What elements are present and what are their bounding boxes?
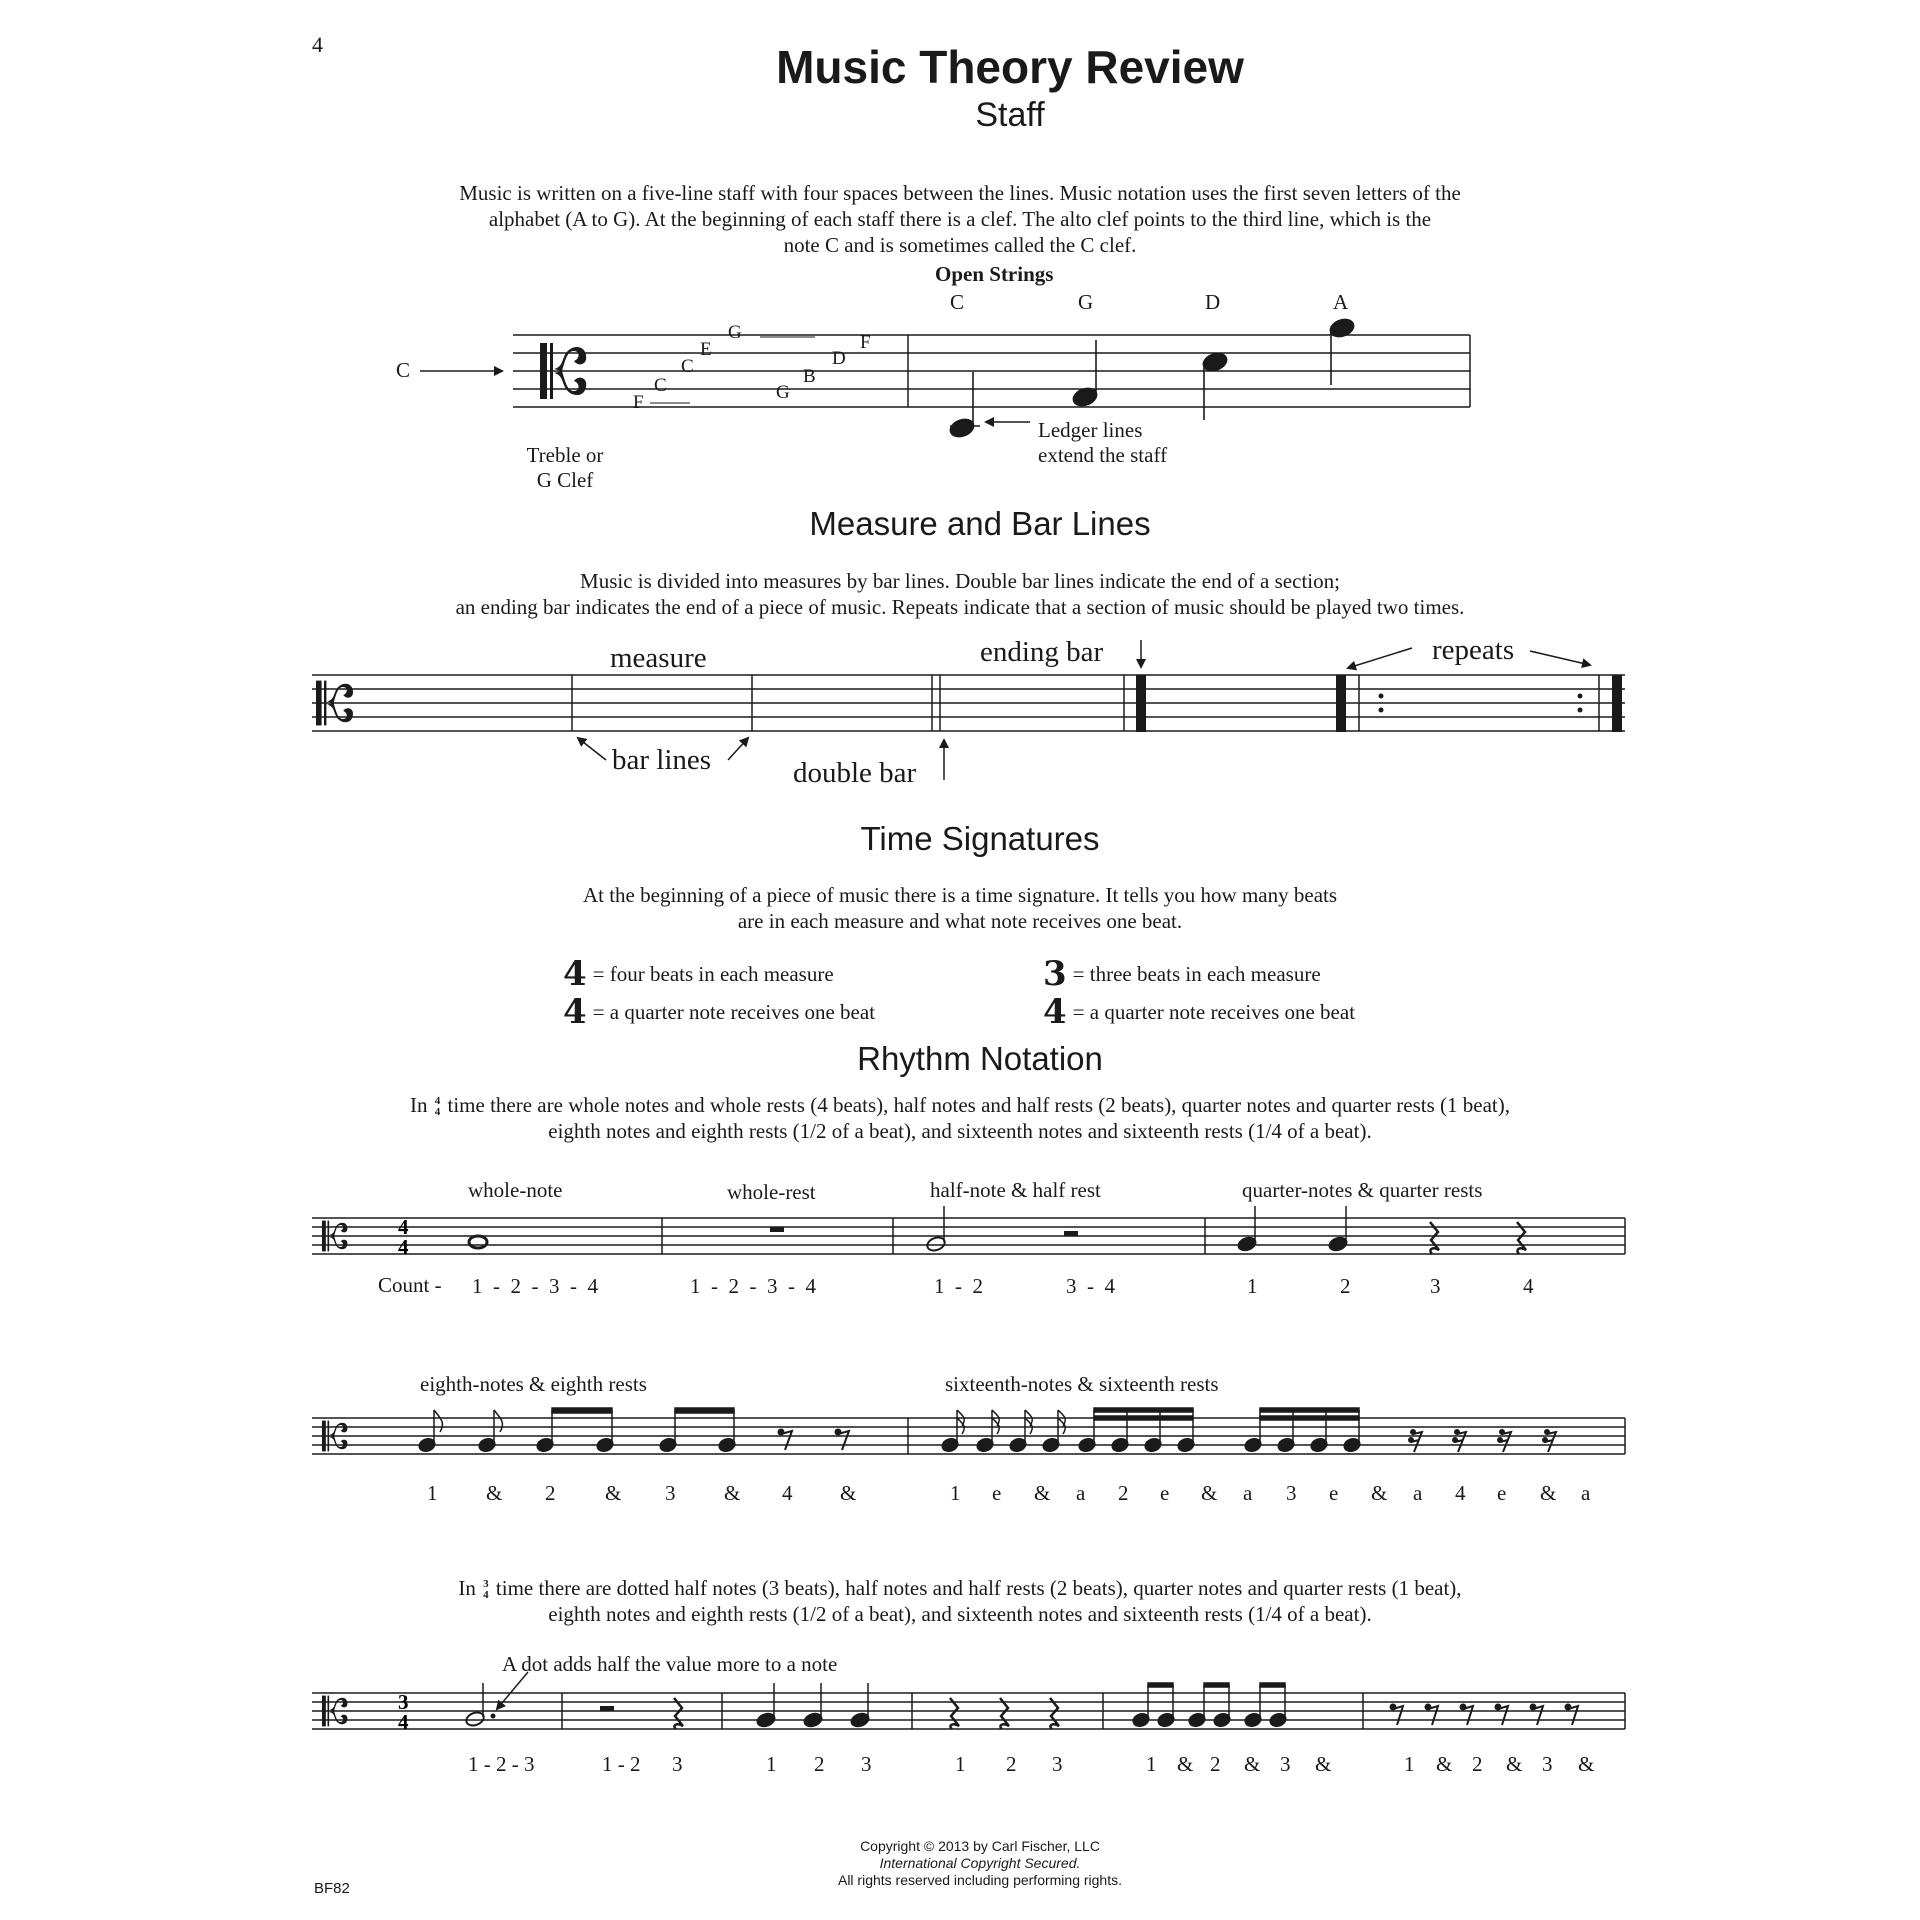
ts-top-number: 3 [1043,954,1067,994]
line-note-label: C [654,375,667,396]
count-label: 3 [1430,1274,1441,1298]
ts-bottom-text: = a quarter note receives one beat [592,999,876,1024]
bar-line-arrow-right [728,738,748,760]
staff-label: quarter-notes & quarter rests [1242,1178,1483,1202]
paragraph-line: At the beginning of a piece of music there is a time signature. It tells you how many beats [582,883,1338,907]
book-code: BF82 [314,1880,350,1897]
rhythm-34-paragraph [300,1575,1620,1627]
half-rest [600,1706,614,1711]
count-label: 1 - 2 [934,1274,983,1298]
measure-label: measure [610,642,707,674]
count-label: e [1329,1481,1339,1505]
ts-top-text: = four beats in each measure [592,961,834,986]
count-label: e [1497,1481,1507,1505]
count-label: & [1315,1752,1332,1776]
line-note-label: G [728,322,742,343]
whole-rest [770,1227,784,1232]
count-label: 2 [1472,1752,1483,1776]
rhythm-44-paragraph [290,1092,1630,1144]
open-string-a: A [1333,290,1349,314]
double-bar-label: double bar [793,757,917,789]
dot-caption: A dot adds half the value more to a note [502,1652,838,1676]
rhythm-staff-2 [312,1418,1625,1454]
count-label: a [1581,1481,1591,1505]
note-guide-lines [600,332,910,407]
measure-paragraph [300,568,1620,620]
clef-caption [500,443,630,493]
paragraph-line: Music is written on a five-line staff with four spaces between the lines. Music notation uses the first seven letters of the [459,181,1461,205]
ending-bar-label: ending bar [980,636,1104,668]
count-label: & [1371,1481,1388,1505]
time-signature-3-4 [1043,955,1355,1031]
count-label: 4 [1523,1274,1534,1298]
count-label: & [1034,1481,1051,1505]
count-label: & [1436,1752,1453,1776]
count-label: 1 [766,1752,777,1776]
ending-bar [1136,675,1146,732]
count-label: & [486,1481,503,1505]
repeat-start-bar [1336,675,1346,732]
count-label: 4 [1455,1481,1466,1505]
guide-lines [650,337,815,403]
staff-label: half-note & half rest [930,1178,1101,1202]
dot-arrow [497,1672,528,1709]
count-label: e [992,1481,1002,1505]
repeats-label: repeats [1432,634,1515,666]
para-lead: In [458,1576,476,1600]
time-signatures-paragraph [300,882,1620,934]
staff-label: eighth-notes & eighth rests [420,1372,647,1396]
eighth-notes [1131,1683,1287,1728]
count-label: a [1076,1481,1086,1505]
time-signature-bottom: 4 [398,1235,409,1259]
para-lead: In [410,1093,428,1117]
clef-caption-line: Treble or [526,443,604,467]
note-c [948,416,976,439]
paragraph-line: note C and is sometimes called the C clef. [783,233,1137,257]
count-label: 3 - 4 [1066,1274,1115,1298]
space-note-label: D [832,348,846,369]
copyright-block [760,1838,1200,1889]
paragraph-line: are in each measure and what note receives one beat. [737,909,1183,933]
rhythm-staff-1 [312,1218,1625,1254]
sixteenth-rests [1409,1430,1556,1452]
ts-bottom-number: 4 [563,992,587,1032]
count-label: 1 [1247,1274,1258,1298]
rhythm-heading: Rhythm Notation [857,1040,1103,1077]
bar-lines-label: bar lines [612,744,712,776]
staff-label: whole-note [468,1178,563,1202]
time-signature-bottom: 4 [398,1710,409,1734]
open-strings-label: Open Strings [935,262,1054,286]
count-label: & [1540,1481,1557,1505]
ts-bottom-text: = a quarter note receives one beat [1072,999,1356,1024]
count-label: 1 - 2 - 3 - 4 [472,1274,598,1298]
time-signature-top: 4 [398,1215,409,1239]
line-note-label: C [681,356,694,377]
page-title: Music Theory Review [776,41,1244,93]
count-label: 1 - 2 - 3 [468,1752,535,1776]
count-label: 1 - 2 [602,1752,641,1776]
count-label: & [1578,1752,1595,1776]
count-label: & [724,1481,741,1505]
count-label: 3 [1286,1481,1297,1505]
count-label: 3 [861,1752,872,1776]
paragraph-line: eighth notes and eighth rests (1/2 of a beat), and sixteenth notes and sixteenth rests (1/4 of a beat). [548,1119,1372,1144]
copyright-rights: All rights reserved including performing rights. [837,1872,1122,1888]
count-label: 1 [427,1481,438,1505]
repeat-end-bar [1612,675,1622,732]
line-note-label: F [633,392,644,413]
rhythm-staff-3 [312,1693,1625,1729]
ledger-caption [1038,418,1167,468]
paragraph-line: time there are whole notes and whole rests (4 beats), half notes and half rests (2 beats), quarter notes and quarter rests (1 beat), [447,1093,1510,1117]
ts-top-number: 4 [563,954,587,994]
inline-time-signature [483,1579,489,1601]
paragraph-line: time there are dotted half notes (3 beats), half notes and half rests (2 beats), quarter notes and quarter rests (1 beat), [495,1576,1462,1600]
count-label: & [1201,1481,1218,1505]
count-label: 3 [672,1752,683,1776]
count-label: e [1160,1481,1170,1505]
staff-label: whole-rest [727,1180,816,1204]
open-string-d: D [1205,290,1221,314]
count-label: 1 - 2 - 3 - 4 [690,1274,816,1298]
count-label: & [1244,1752,1261,1776]
clef-caption-line: G Clef [536,468,594,492]
repeat-arrow-right [1530,651,1590,665]
count-label: a [1243,1481,1253,1505]
count-label: 3 [665,1481,676,1505]
count-label: 2 [1118,1481,1129,1505]
open-string-g: G [1078,290,1094,314]
count-label: 3 [1280,1752,1291,1776]
paragraph-line: an ending bar indicates the end of a piece of music. Repeats indicate that a section of music should be played two times. [455,595,1465,619]
staff-heading: Staff [975,96,1045,134]
space-note-label: B [803,366,816,387]
count-label: 3 [1542,1752,1553,1776]
note-a [1328,316,1356,339]
ledger-caption-line: Ledger lines [1038,418,1143,442]
bar-line-staff [312,675,1625,731]
count-prefix: Count - [378,1273,442,1297]
note-d [1201,350,1229,373]
count-label: & [840,1481,857,1505]
paragraph-line: alphabet (A to G). At the beginning of each staff there is a clef. The alto clef points to the third line, which is the [488,207,1432,231]
count-label: 2 [1340,1274,1351,1298]
time-signature-top: 3 [398,1690,409,1714]
ledger-caption-line: extend the staff [1038,443,1168,467]
count-label: & [605,1481,622,1505]
clef-pointer-label: C [396,358,411,382]
count-label: & [1177,1752,1194,1776]
count-label: 3 [1052,1752,1063,1776]
count-label: 1 [955,1752,966,1776]
whole-note [469,1236,487,1248]
staff-label: sixteenth-notes & sixteenth rests [945,1372,1219,1396]
eighth-rests [1391,1705,1579,1726]
open-string-c: C [950,290,965,314]
copyright-secured: International Copyright Secured. [879,1855,1081,1871]
count-label: 1 [950,1481,961,1505]
count-label: 2 [814,1752,825,1776]
count-label: 4 [782,1481,793,1505]
space-note-label: F [860,332,871,353]
space-note-label: G [776,382,790,403]
ts-top-text: = three beats in each measure [1072,961,1321,986]
sixteenth-notes [940,1408,1361,1453]
count-label: & [1506,1752,1523,1776]
measure-heading: Measure and Bar Lines [809,505,1151,542]
half-rest [1064,1231,1078,1236]
paragraph-line: Music is divided into measures by bar lines. Double bar lines indicate the end of a section; [580,569,1340,593]
repeat-arrow-left [1348,648,1412,668]
page-number: 4 [312,32,323,57]
count-label: 1 [1146,1752,1157,1776]
line-note-label: E [700,339,712,360]
count-label: 2 [1210,1752,1221,1776]
inline-ts-top: 3 [483,1578,489,1591]
count-label: 2 [1006,1752,1017,1776]
ts-bottom-number: 4 [1043,992,1067,1032]
inline-ts-bottom: 4 [483,1589,489,1602]
inline-ts-bottom: 4 [434,1106,441,1119]
time-signature-4-4 [563,955,875,1031]
eighth-notes [417,1408,736,1453]
inline-time-signature [435,1096,441,1118]
eighth-rests [779,1430,850,1451]
count-label: 1 [1404,1752,1415,1776]
bar-line-arrow-left [578,738,606,760]
count-label: 2 [545,1481,556,1505]
count-label: a [1413,1481,1423,1505]
quarter-notes [755,1683,870,1729]
time-signatures-heading: Time Signatures [860,820,1100,857]
copyright-line: Copyright © 2013 by Carl Fischer, LLC [860,1838,1100,1854]
inline-ts-top: 4 [434,1095,441,1108]
paragraph-line: eighth notes and eighth rests (1/2 of a beat), and sixteenth notes and sixteenth rests (1/4 of a beat). [548,1602,1372,1627]
